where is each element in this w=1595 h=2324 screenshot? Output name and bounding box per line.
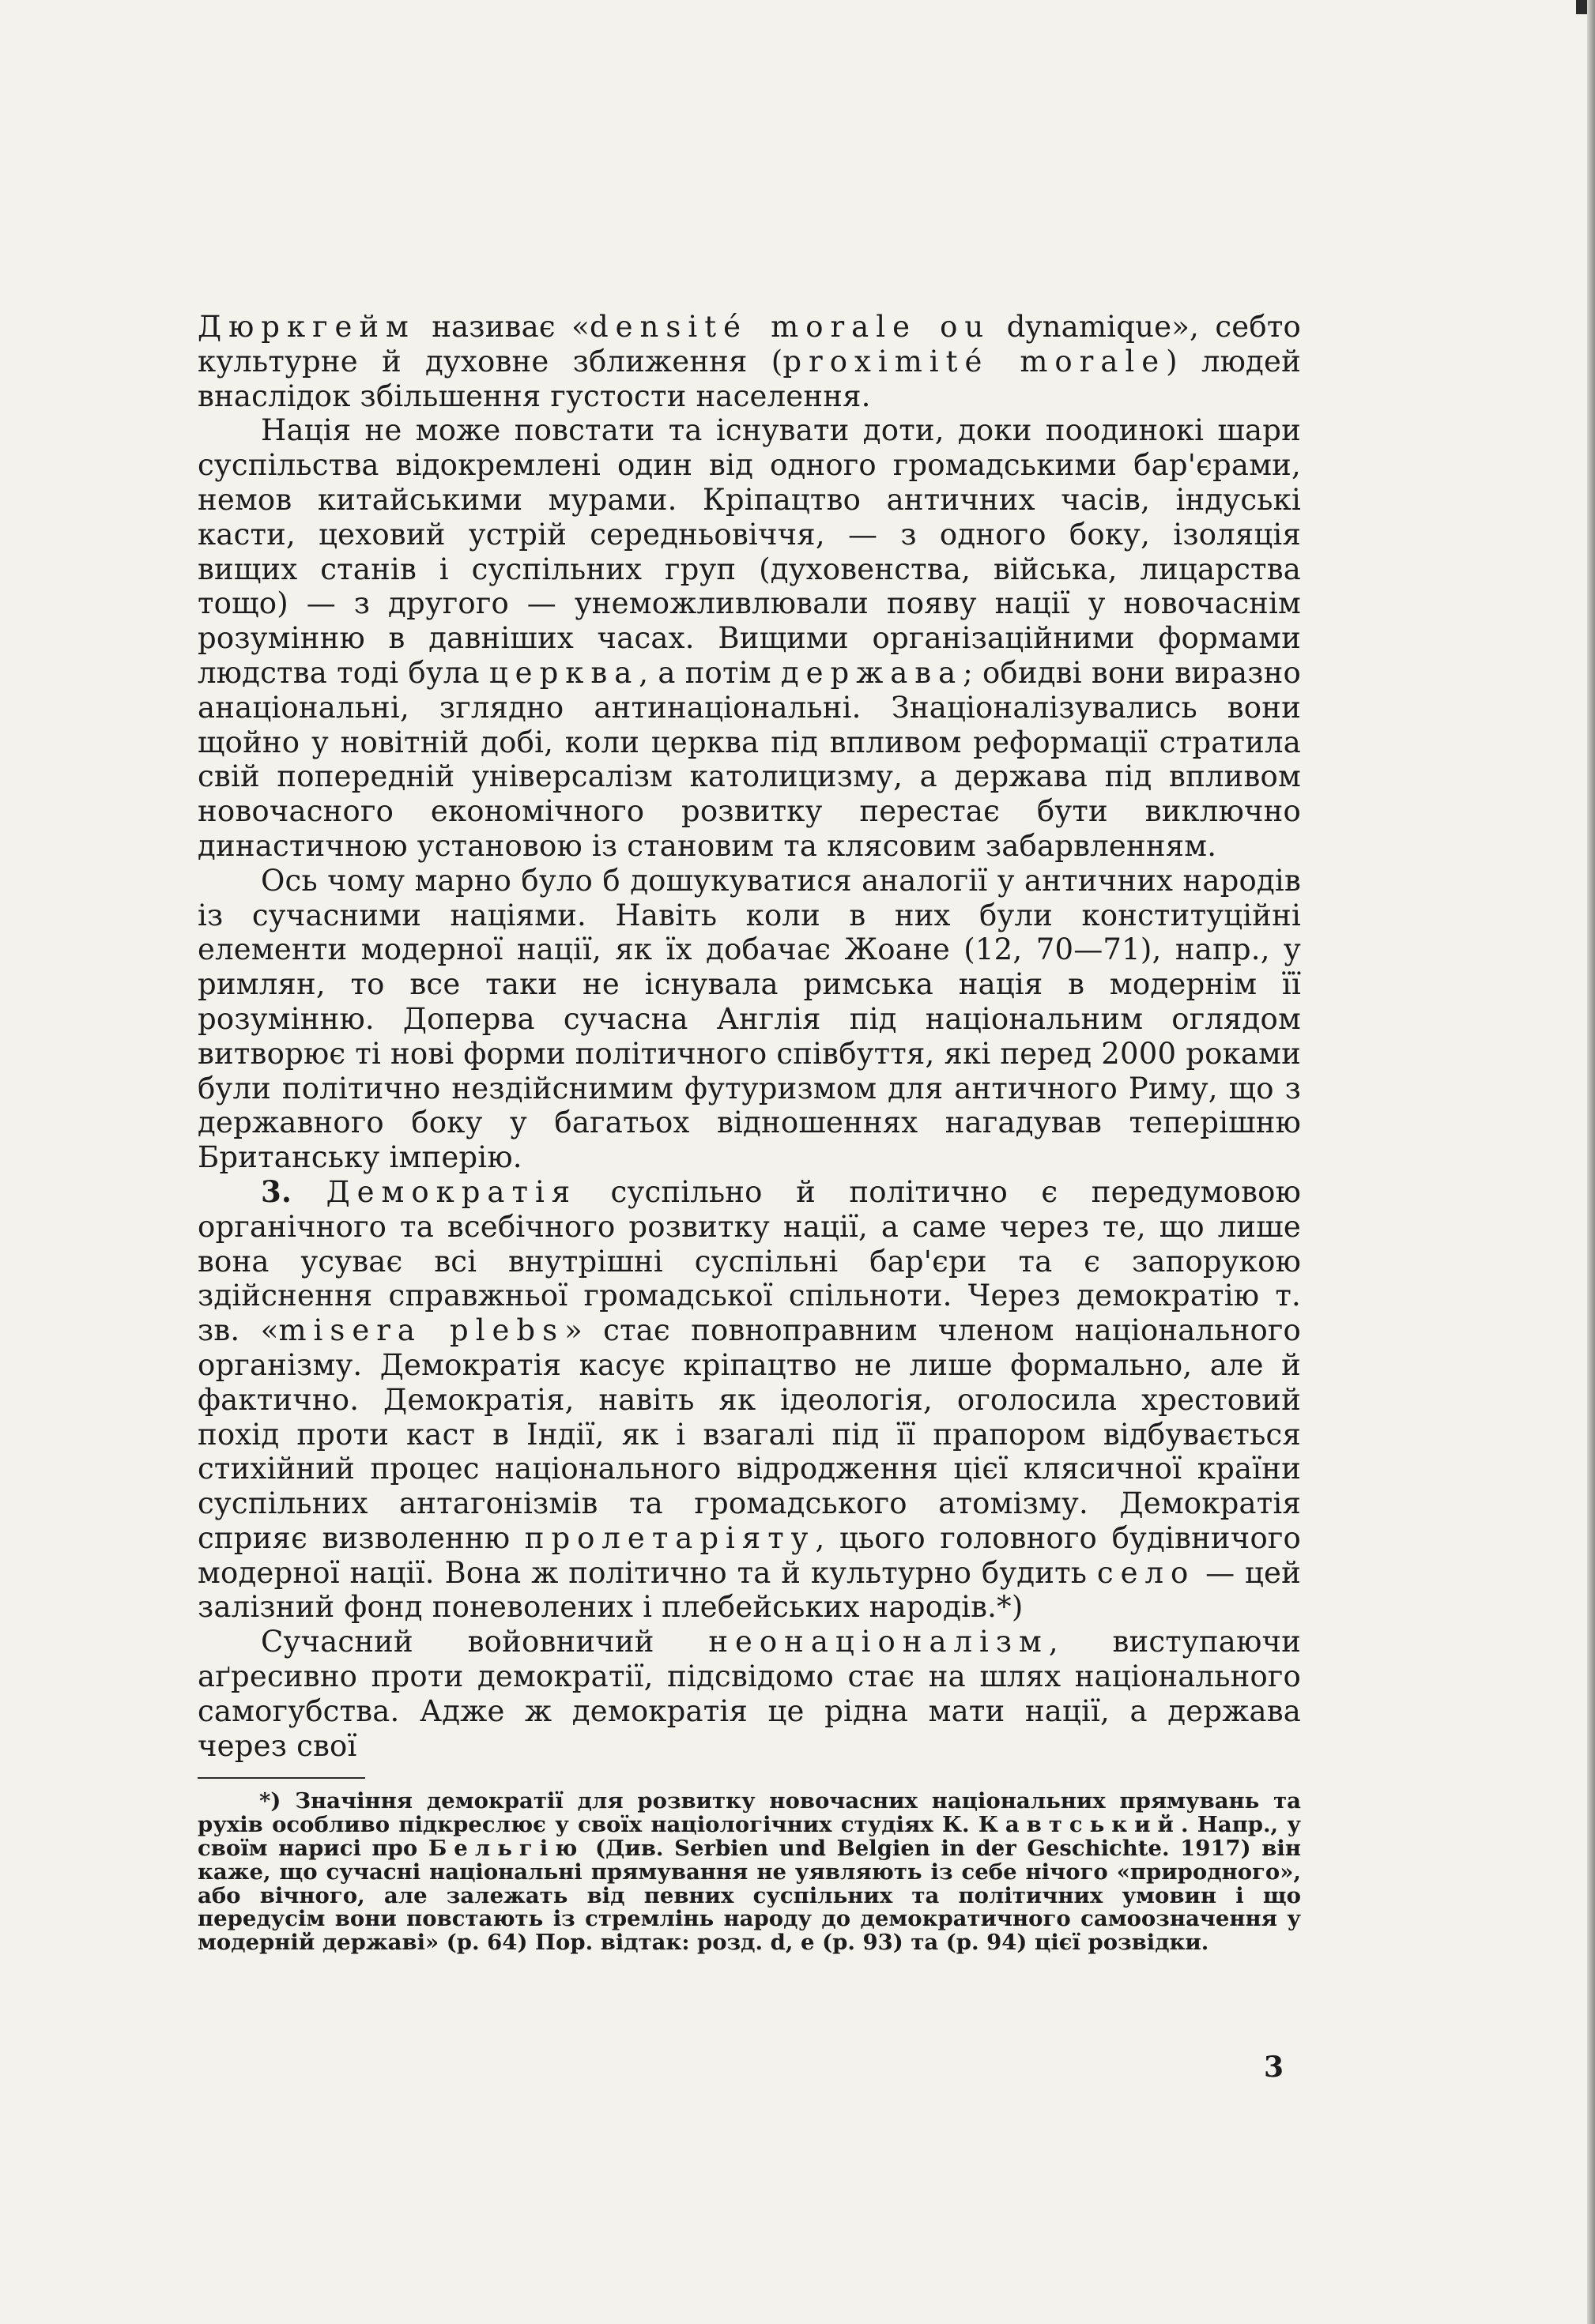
text-run: Сучасний войовничий — [261, 1625, 709, 1659]
spaced-emphasis: Демократія — [326, 1174, 578, 1209]
corner-mark — [1576, 0, 1587, 14]
section-number: 3. — [261, 1173, 326, 1209]
text-run: , виступаючи аґресивно проти демократії, підсвідомо стає на шлях національного самогубства. Адже ж демократія це рідна мати нації, а держава через свої — [198, 1625, 1301, 1763]
page-edge-shadow — [1587, 0, 1595, 2324]
spaced-emphasis: Кавтський — [978, 1812, 1181, 1838]
text-run: ; обидві вони виразно анаціональні, зглядно антинаціональні. Знаціоналізувались вони щойно у новітній добі, коли церква під впливом реформації стратила свій попередній універсалізм католицизму, а держава під впливом новочасного економічного розвитку перестає бути виключно династичною установою із становим та клясовим забарвленням. — [198, 655, 1302, 863]
spaced-emphasis: неонаціоналізм — [708, 1625, 1049, 1659]
text-run: » стає повноправним членом національного організму. Демократія касує кріпацтво не лише формально, але й фактично. Демократія, навіть як ідеологія, оголосила хрестовий похід проти каст в Індії, як і взагалі під її прапором відбувається стихійний процес національного відродження цієї клясичної країни суспільних антагонізмів та громадського атомізму. Демократія сприяє визволенню — [198, 1313, 1301, 1555]
text-run: називає « — [415, 310, 590, 344]
paragraph-1 — [198, 310, 1301, 413]
spaced-emphasis: пролетаріяту — [524, 1520, 816, 1555]
spaced-emphasis: держава — [780, 655, 963, 690]
main-text — [198, 310, 1301, 1763]
page-content — [198, 310, 1301, 1955]
text-run: суспільно й політично є передумовою органічного та всебічного розвитку нації, а саме через те, що лише вона усуває всі внутрішні суспільні бар'єри та є запорукою здійснення справжньої громадської спільноти. Через демократію т. зв. « — [198, 1174, 1301, 1348]
text-run: dynamique», себто культурне й духовне зближення ( — [198, 310, 1301, 379]
paragraph-3 — [198, 864, 1301, 1175]
footnote-divider — [198, 1777, 365, 1779]
paragraph-2 — [198, 413, 1301, 863]
text-run: — цей залізний фонд поневолених і плебейських народів.*) — [198, 1555, 1302, 1625]
paragraph-4 — [198, 1175, 1301, 1625]
footnote — [198, 1790, 1301, 1955]
text-run: Ось чому марно було б дошукуватися аналогії у античних народів із сучасними націями. Навіть коли в них були конституційні елементи модерної нації, як їх добачає Жоане (12, 70—71), напр., у римлян, то все таки не існувала римська нація в модернім її розумінню. Доперва сучасна Англія під національним оглядом витворює ті нові форми політичного співбуття, які перед 2000 роками були політично нездійснимим футуризмом для античного Риму, що з державного боку у багатьох відношеннях нагадував теперішню Британську імперію. — [198, 863, 1301, 1175]
spaced-emphasis: церква — [488, 655, 639, 690]
text-run: ) людей внаслідок збільшення густости населення. — [198, 344, 1301, 413]
paragraph-5 — [198, 1625, 1301, 1763]
spaced-emphasis: misera plebs — [278, 1313, 565, 1348]
spaced-emphasis: Бельгію — [428, 1836, 585, 1862]
page-number: 3 — [1264, 2051, 1284, 2084]
text-run: , цього головного будівничого модерної нації. Вона ж політично та й культурно будить — [198, 1520, 1301, 1590]
spaced-emphasis: Дюркгейм — [198, 310, 416, 344]
text-run: . Напр., у своїм нарисі про — [198, 1812, 1301, 1862]
spaced-emphasis: село — [1096, 1555, 1196, 1590]
text-run: (Див. Serbien und Belgien in der Geschichte. 1917) він каже, що сучасні національні прямування не уявляють із себе нічого «природного», або вічного, але залежать від певних суспільних та політичних умовин і що передусім вони повстають із стремлінь народу до демократичного самоозначення у модерній державі» (р. 64) Пор. відтак: розд. d, e (р. 93) та (р. 94) цієї розвідки. — [198, 1836, 1301, 1956]
text-run: , а потім — [639, 655, 781, 690]
text-run: *) Значіння демократії для розвитку новочасних національних прямувань та рухів особливо підкреслює у своїх націологічних студіях К. — [198, 1788, 1301, 1838]
text-run: Нація не може повстати та існувати доти, доки поодинокі шари суспільства відокремлені один від одного громадськими бар'єрами, немов китайськими мурами. Кріпацтво античних часів, індуські касти, цеховий устрій середньовіччя, — з одного боку, ізоляція вищих станів і суспільних груп (духовенства, війська, лицарства тощо) — з другого — унеможливлювали появу нації у новочаснім розумінню в давніших часах. Вищими організаційними формами людства тоді була — [198, 413, 1301, 690]
spaced-emphasis: proximité morale — [782, 344, 1167, 379]
spaced-emphasis: densité morale ou — [589, 310, 991, 344]
